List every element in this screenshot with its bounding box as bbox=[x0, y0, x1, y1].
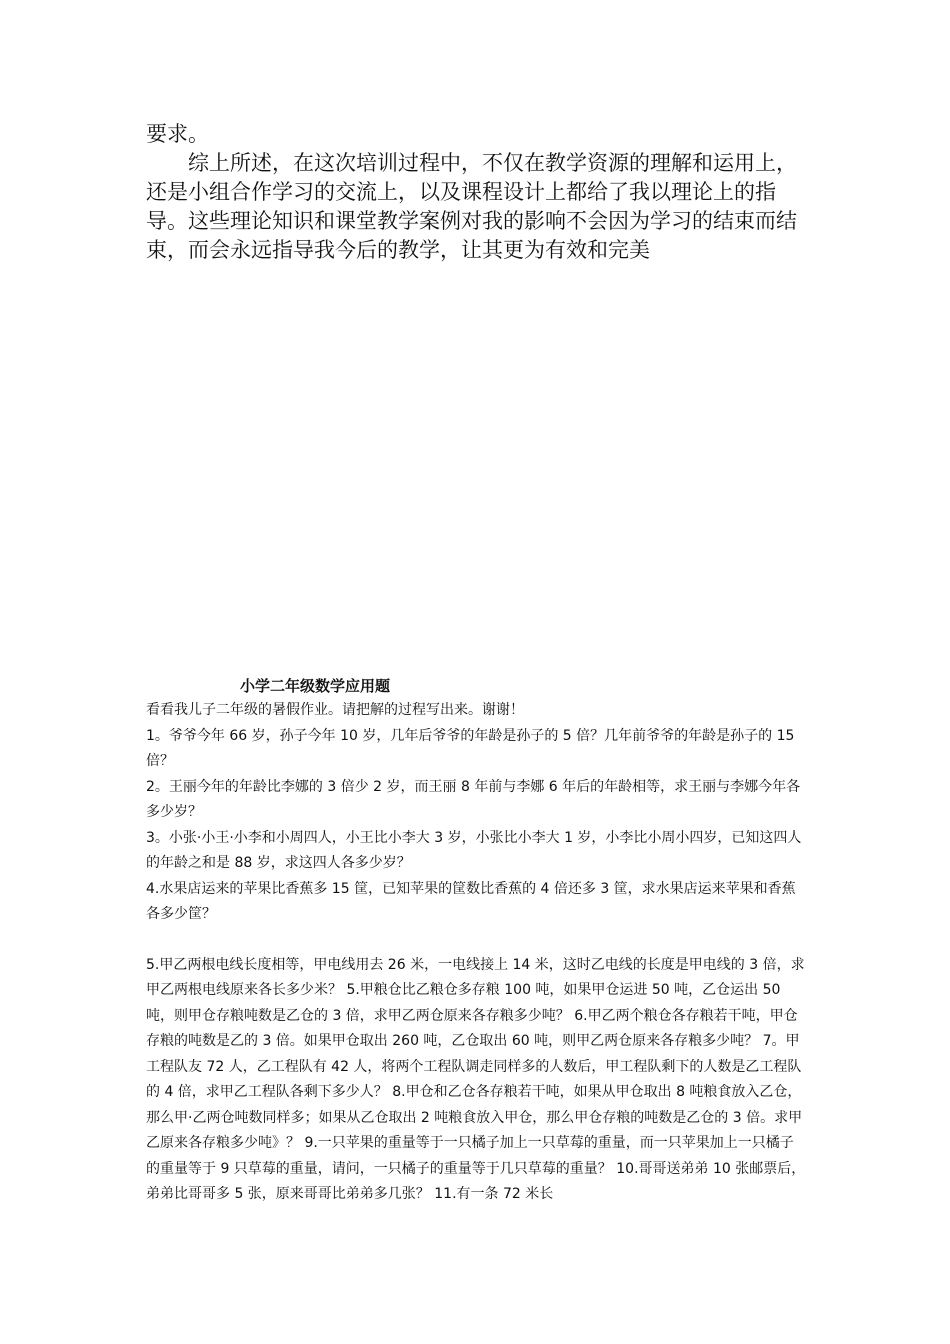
problem-2: 2。王丽今年的年龄比李娜的 3 倍少 2 岁，而王丽 8 年前与李娜 6 年后的年龄相等，求王丽与李娜今年各多少岁？ bbox=[146, 778, 801, 820]
problem-1: 1。爷爷今年 66 岁，孙子今年 10 岁，几年后爷爷的年龄是孙子的 5 倍？几年前爷爷的年龄是孙子的 15 倍？ bbox=[146, 727, 795, 769]
summary-paragraph bbox=[146, 120, 814, 265]
problem-3: 3。小张·小王·小李和小周四人，小王比小李大 3 岁，小张比小李大 1 岁，小李比小周小四岁，已知这四人的年龄之和是 88 岁，求这四人各多少岁？ bbox=[146, 829, 802, 871]
problem-4: 4.水果店运来的苹果比香蕉多 15 筐，已知苹果的筐数比香蕉的 4 倍还多 3 筐，求水果店运来苹果和香蕉各多少筐？ bbox=[146, 880, 796, 922]
section-title: 小学二年级数学应用题 bbox=[240, 677, 391, 695]
section-intro: 看看我儿子二年级的暑假作业。请把解的过程写出来。谢谢！ bbox=[146, 702, 524, 718]
summary-line-2: 综上所述，在这次培训过程中，不仅在教学资源的理解和运用上，还是小组合作学习的交流上，以及课程设计上都给了我以理论上的指导。这些理论知识和课堂教学案例对我的影响不会因为学习的结束而结束，而会永远指导我今后的教学，让其更为有效和完美 bbox=[146, 151, 797, 262]
math-problems-section bbox=[146, 674, 806, 1208]
summary-line-1: 要求。 bbox=[146, 122, 209, 146]
problem-block-5-11: 5.甲乙两根电线长度相等，甲电线用去 26 米，一电线接上 14 米，这时乙电线的长度是甲电线的 3 倍，求甲乙两根电线原来各长多少米？ 5.甲粮仓比乙粮仓多存粮 100 吨，如果甲仓运进 50 吨，乙仓运出 50 吨，则甲仓存粮吨数是乙仓的 3 倍，求甲乙两仓原来各存粮多少吨？ 6.甲乙两个粮仓各存粮若干吨，甲仓存粮的吨数是乙的 3 倍。如果甲仓取出 260 吨，乙仓取出 60 吨，则甲乙两仓原来各存粮多少吨？ 7。甲工程队友 72 人，乙工程队有 42 人，将两个工程队调走同样多的人数后，甲工程队剩下的人数是乙工程队的 4 倍，求甲乙工程队各剩下多少人？ 8.甲仓和乙仓各存粮若干吨，如果从甲仓取出 8 吨粮食放入乙仓，那么甲·乙两仓吨数同样多；如果从乙仓取出 2 吨粮食放入甲仓，那么甲仓存粮的吨数是乙仓的 3 倍。求甲乙原来各存粮多少吨》？ 9.一只苹果的重量等于一只橘子加上一只草莓的重量，而一只苹果加上一只橘子的重量等于 9 只草莓的重量，请问，一只橘子的重量等于几只草莓的重量？ 10.哥哥送弟弟 10 张邮票后，弟弟比哥哥多 5 张，原来哥哥比弟弟多几张？ 11.有一条 72 米长 bbox=[146, 956, 806, 1202]
